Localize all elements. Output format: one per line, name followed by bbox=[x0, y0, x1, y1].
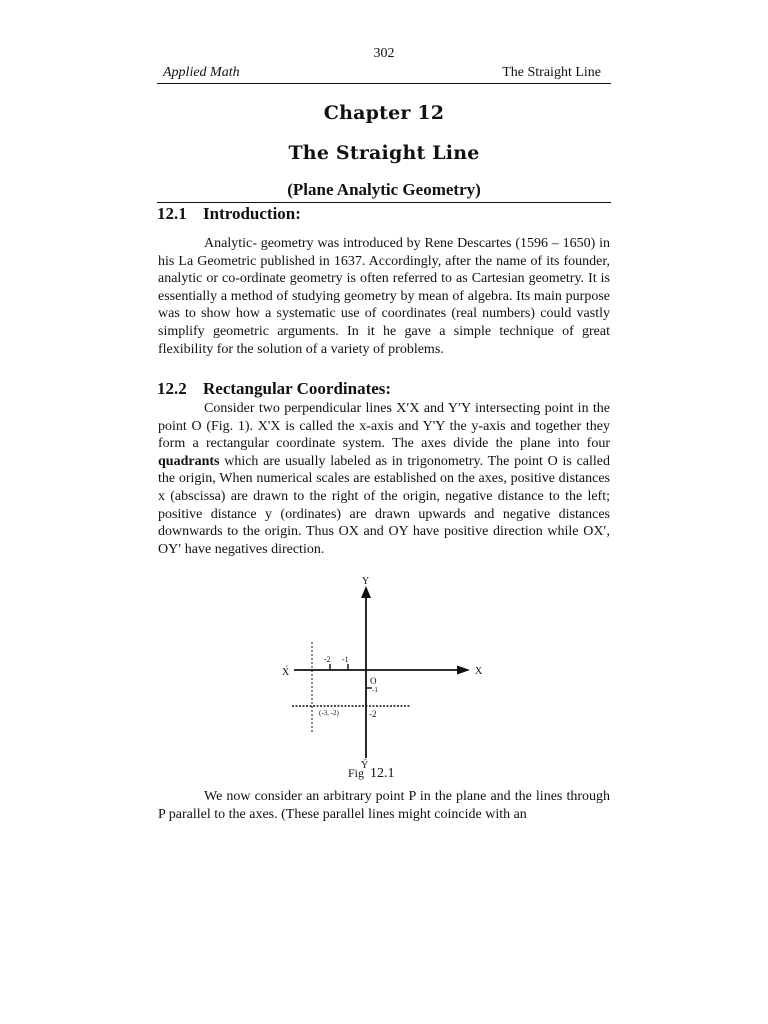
x-axis-left-label: X́ bbox=[282, 667, 290, 678]
origin-label: O bbox=[370, 676, 377, 686]
y-tick-label-minus1: -1 bbox=[372, 686, 378, 694]
y-axis-bottom-label: Ý bbox=[361, 760, 369, 771]
chapter-subtitle: (Plane Analytic Geometry) bbox=[287, 180, 481, 199]
quadrants-term: quadrants bbox=[158, 453, 220, 469]
y-axis-arrowhead bbox=[361, 586, 371, 598]
x-axis-right-label: X bbox=[475, 666, 483, 677]
y-axis-top-label: Y bbox=[362, 576, 370, 587]
x-tick-label-minus1: -1 bbox=[342, 655, 349, 664]
y-tick-label-minus2: -2 bbox=[369, 709, 377, 719]
x-tick-label-minus2: -2 bbox=[324, 655, 331, 664]
section-title: Introduction: bbox=[203, 204, 301, 223]
figure-caption-word: Fig bbox=[348, 766, 365, 780]
figure-caption-number: 12.1 bbox=[370, 766, 395, 781]
section-number: 12.2 bbox=[157, 379, 187, 398]
introduction-paragraph: Analytic- geometry was introduced by Rene Descartes (1596 – 1650) in his La Geometric published in 1637. Accordingly, after the name of its founder, analytic or co-ordinate geometry is often referred to as Cartesian geometry. It is essentially a method of studying geometry by mean of algebra. Its main purpose was to show how a systematic use of coordinates (real numbers) could vastly simplify geometric arguments. In it he gave a simple technique of great flexibility for the solution of a variety of problems. bbox=[158, 236, 610, 357]
paragraph-text: which are usually labeled as in trigonometry. The point O is called the origin, When numerical scales are established on the axes, positive distances x (abscissa) are drawn to the right of the origin, negative distance to the left; positive distance y (ordinates) are drawn upwards and negative distances downwards to the origin. Thus OX and OY have positive direction while OX′, OY′ have negatives direction. bbox=[158, 453, 610, 557]
rectangular-coordinates-paragraph bbox=[158, 400, 610, 558]
x-axis-arrowhead bbox=[457, 666, 470, 675]
subtitle-rule bbox=[157, 202, 611, 203]
point-label: (-3, -2) bbox=[319, 709, 339, 717]
running-head-left: Applied Math bbox=[163, 65, 240, 80]
figure-caption bbox=[348, 766, 395, 782]
section-number: 12.1 bbox=[157, 204, 187, 223]
running-head bbox=[157, 63, 611, 84]
section-heading-introduction bbox=[157, 204, 301, 224]
page-number: 302 bbox=[373, 46, 395, 61]
chapter-number: Chapter 12 bbox=[323, 102, 445, 124]
paragraph-text: Consider two perpendicular lines X′X and Y′Y intersecting point in the point O (Fig. 1). X'X is called the x-axis and Y'Y the y-axis and together they form a rectangular coordinate system. The axes divide the plane into four bbox=[158, 401, 610, 452]
running-head-right: The Straight Line bbox=[502, 65, 601, 80]
coordinate-axes-diagram bbox=[270, 572, 500, 772]
coordinate-figure bbox=[270, 572, 500, 772]
closing-paragraph: We now consider an arbitrary point P in the plane and the lines through P parallel to the axes. (These parallel lines might coincide with an bbox=[158, 789, 610, 822]
section-heading-rectangular-coordinates bbox=[157, 379, 391, 399]
chapter-title: The Straight Line bbox=[288, 142, 480, 164]
section-title: Rectangular Coordinates: bbox=[203, 379, 392, 398]
